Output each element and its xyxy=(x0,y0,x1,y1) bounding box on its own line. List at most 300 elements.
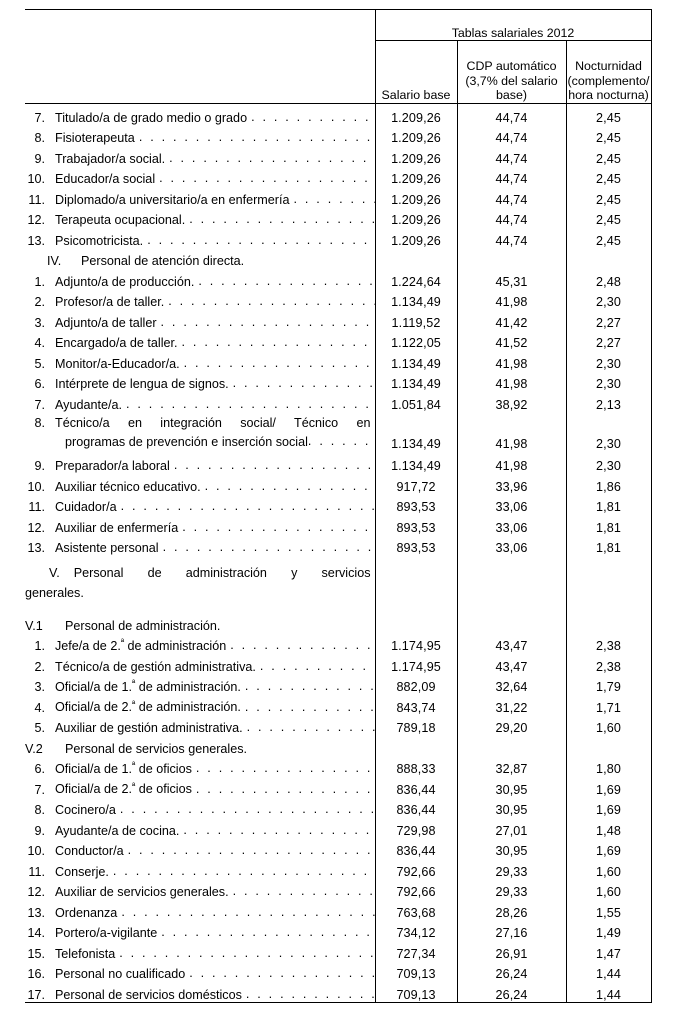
cell-nocturnidad: 2,45 xyxy=(566,207,651,228)
row-job-name: Oficial/a de 1.$^ª$ de administración. xyxy=(55,678,241,694)
section-title: Personal de administración. xyxy=(65,618,221,633)
table-row xyxy=(25,879,651,900)
table-row xyxy=(25,756,651,777)
table-row xyxy=(25,899,651,920)
cell-job-label xyxy=(25,514,375,535)
row-job-name: Intérprete de lengua de signos. xyxy=(55,377,229,391)
row-job-name: Auxiliar de gestión administrativa. xyxy=(55,721,243,735)
row-job-name: Profesor/a de taller. xyxy=(55,295,165,309)
cell-salario: 1.224,64 xyxy=(375,268,457,289)
cell-job-label xyxy=(25,166,375,187)
cell-job-label xyxy=(25,494,375,515)
cell-nocturnidad: 2,45 xyxy=(566,125,651,146)
dot-leader xyxy=(168,294,374,308)
dot-leader xyxy=(169,151,374,165)
cell-nocturnidad: 1,71 xyxy=(566,694,651,715)
table-row xyxy=(25,715,651,736)
header-col-nocturnidad-line1: Nocturnidad xyxy=(575,59,642,74)
row-job-name: Oficial/a de 1.$^ª$ de oficios xyxy=(55,760,192,776)
cell-job-label xyxy=(25,694,375,715)
row-index: 7. xyxy=(34,110,45,125)
cell-job-label xyxy=(25,817,375,838)
dot-leader xyxy=(198,274,374,288)
cell-salario: 1.209,26 xyxy=(375,166,457,187)
cell-nocturnidad: 2,45 xyxy=(566,227,651,248)
cell-cdp xyxy=(457,612,566,633)
cell-job-label xyxy=(25,858,375,879)
row-index: 2. xyxy=(34,659,45,674)
cell-salario: 836,44 xyxy=(375,776,457,797)
cell-salario: 1.122,05 xyxy=(375,330,457,351)
section-title: Personal de servicios generales. xyxy=(65,741,248,756)
cell-salario: 882,09 xyxy=(375,674,457,695)
cell-cdp: 43,47 xyxy=(457,633,566,654)
dot-leader xyxy=(121,905,374,919)
cell-cdp: 33,96 xyxy=(457,473,566,494)
cell-salario: 836,44 xyxy=(375,797,457,818)
cell-salario: 836,44 xyxy=(375,838,457,859)
cell-cdp xyxy=(457,248,566,269)
cell-cdp: 43,47 xyxy=(457,653,566,674)
row-job-name: Preparador/a laboral xyxy=(55,459,170,473)
header-row-cols xyxy=(25,41,651,104)
table-bottom-rule xyxy=(25,1002,651,1003)
row-index: 17. xyxy=(27,987,45,1002)
cell-nocturnidad: 1,44 xyxy=(566,981,651,1002)
row-job-name: Conductor/a xyxy=(55,844,124,858)
spacer-cell xyxy=(25,603,375,612)
cell-nocturnidad: 1,60 xyxy=(566,858,651,879)
dot-leader xyxy=(183,823,374,837)
cell-job-label xyxy=(25,268,375,289)
dot-leader xyxy=(147,233,374,247)
cell-nocturnidad: 1,44 xyxy=(566,961,651,982)
dot-leader xyxy=(247,720,375,734)
cell-job-label xyxy=(25,412,375,453)
cell-salario xyxy=(375,248,457,269)
cell-cdp: 45,31 xyxy=(457,268,566,289)
table-row xyxy=(25,653,651,674)
cell-salario: 1.174,95 xyxy=(375,633,457,654)
row-job-name: Portero/a-vigilante xyxy=(55,926,158,940)
cell-job-label xyxy=(25,453,375,474)
row-job-name: Conserje. xyxy=(55,864,109,879)
row-job-name: Asistente personal xyxy=(55,541,159,555)
row-job-name: Técnico/a de gestión administrativa. xyxy=(55,659,256,674)
row-job-name: Auxiliar técnico educativo. xyxy=(55,479,201,494)
row-job-name: Adjunto/a de taller xyxy=(55,315,157,330)
row-job-name: Ordenanza xyxy=(55,905,118,920)
cell-salario: 843,74 xyxy=(375,694,457,715)
header-col-nocturnidad-line3: hora nocturna) xyxy=(568,88,649,103)
cell-salario: 1.209,26 xyxy=(375,145,457,166)
header-col-cdp-line1: CDP automático xyxy=(466,59,557,74)
cell-nocturnidad xyxy=(566,603,651,612)
cell-nocturnidad: 2,30 xyxy=(566,453,651,474)
cell-job-label xyxy=(25,371,375,392)
dot-leader xyxy=(196,761,375,775)
header-col-cdp xyxy=(457,41,566,104)
cell-cdp: 41,52 xyxy=(457,330,566,351)
row-index: 13. xyxy=(27,541,45,555)
dot-leader xyxy=(113,864,375,878)
cell-salario: 1.134,49 xyxy=(375,289,457,310)
dot-leader xyxy=(189,966,374,980)
cell-salario: 1.209,26 xyxy=(375,125,457,146)
cell-cdp: 29,33 xyxy=(457,858,566,879)
section-heading-v2 xyxy=(25,735,375,756)
cell-nocturnidad: 2,38 xyxy=(566,633,651,654)
cell-cdp: 44,74 xyxy=(457,207,566,228)
row-job-name: Personal de servicios domésticos xyxy=(55,987,242,1002)
cell-cdp: 33,06 xyxy=(457,514,566,535)
cell-cdp: 44,74 xyxy=(457,125,566,146)
cell-job-label xyxy=(25,633,375,654)
dot-leader xyxy=(182,520,374,534)
cell-cdp: 29,20 xyxy=(457,715,566,736)
table-row xyxy=(25,858,651,879)
cell-nocturnidad: 2,48 xyxy=(566,268,651,289)
row-job-name: Titulado/a de grado medio o grado xyxy=(55,110,248,125)
cell-job-label xyxy=(25,879,375,900)
table-row xyxy=(25,227,651,248)
table-row xyxy=(25,494,651,515)
cell-nocturnidad xyxy=(566,555,651,603)
row-index: 11. xyxy=(28,500,45,514)
bottom-rule-cell xyxy=(375,1002,457,1003)
ordinal-mark: ª xyxy=(132,780,136,791)
row-job-name: Cuidador/a xyxy=(55,500,117,514)
cell-cdp: 30,95 xyxy=(457,776,566,797)
cell-job-label xyxy=(25,756,375,777)
row-job-name: Monitor/a-Educador/a. xyxy=(55,356,180,371)
cell-job-label xyxy=(25,797,375,818)
cell-job-label xyxy=(25,330,375,351)
table-row xyxy=(25,514,651,535)
row-index: 10. xyxy=(27,844,45,858)
section-number: IV. xyxy=(47,254,62,268)
cell-cdp: 27,16 xyxy=(457,920,566,941)
row-index: 14. xyxy=(27,926,45,940)
cell-nocturnidad: 1,86 xyxy=(566,473,651,494)
row-index: 15. xyxy=(27,946,45,961)
row-job-name: Auxiliar de servicios generales. xyxy=(55,885,229,899)
cell-salario xyxy=(375,612,457,633)
cell-cdp: 29,33 xyxy=(457,879,566,900)
row-index: 10. xyxy=(27,479,45,494)
table-row xyxy=(25,535,651,556)
cell-cdp: 44,74 xyxy=(457,227,566,248)
cell-salario xyxy=(375,603,457,612)
cell-salario: 792,66 xyxy=(375,879,457,900)
cell-job-label xyxy=(25,473,375,494)
dot-leader xyxy=(308,432,371,452)
table-row xyxy=(25,166,651,187)
cell-nocturnidad xyxy=(566,612,651,633)
cell-cdp: 44,74 xyxy=(457,166,566,187)
cell-cdp: 44,74 xyxy=(457,104,566,125)
cell-cdp xyxy=(457,555,566,603)
cell-nocturnidad: 2,30 xyxy=(566,371,651,392)
cell-cdp: 28,26 xyxy=(457,899,566,920)
cell-salario: 709,13 xyxy=(375,961,457,982)
header-col-cdp-line3: base) xyxy=(496,88,527,103)
row-index: 8. xyxy=(34,415,45,430)
row-job-name: Psicomotricista. xyxy=(55,233,144,248)
cell-nocturnidad: 1,48 xyxy=(566,817,651,838)
cell-nocturnidad: 1,60 xyxy=(566,879,651,900)
section-number: V.2 xyxy=(25,741,43,756)
cell-job-label xyxy=(25,674,375,695)
cell-cdp: 26,91 xyxy=(457,940,566,961)
header-col-salario: Salario base xyxy=(375,41,457,104)
cell-salario: 1.134,49 xyxy=(375,453,457,474)
row-index: 16. xyxy=(27,967,45,981)
cell-nocturnidad: 2,38 xyxy=(566,653,651,674)
section-title: Personal de atención directa. xyxy=(81,254,245,268)
table-row xyxy=(25,330,651,351)
cell-nocturnidad: 2,45 xyxy=(566,104,651,125)
cell-salario: 888,33 xyxy=(375,756,457,777)
cell-nocturnidad: 1,79 xyxy=(566,674,651,695)
cell-job-label xyxy=(25,838,375,859)
row-job-name: Ayudante/a de cocina. xyxy=(55,823,180,838)
row-index: 6. xyxy=(34,762,45,776)
row-job-name: Telefonista xyxy=(55,946,116,961)
ordinal-mark: ª xyxy=(132,760,136,771)
ordinal-mark: ª xyxy=(132,678,136,689)
cell-job-label xyxy=(25,207,375,228)
row-index: 3. xyxy=(34,315,45,330)
row-job-name: Jefe/a de 2.$^ª$ de administración xyxy=(55,637,227,653)
header-col-nocturnidad xyxy=(566,41,651,104)
row-job-name-line1: Técnico/a en integración social/ Técnico en xyxy=(55,415,371,430)
salary-table xyxy=(25,9,652,1003)
table-row xyxy=(25,453,651,474)
dot-leader xyxy=(139,130,375,144)
dot-leader xyxy=(196,782,375,796)
section-title-line2: generales. xyxy=(25,585,84,600)
cell-nocturnidad: 2,30 xyxy=(566,289,651,310)
row-index: 3. xyxy=(34,680,45,694)
cell-salario: 1.209,26 xyxy=(375,104,457,125)
table-row xyxy=(25,940,651,961)
cell-nocturnidad: 1,55 xyxy=(566,899,651,920)
cell-cdp: 30,95 xyxy=(457,797,566,818)
cell-nocturnidad: 1,81 xyxy=(566,514,651,535)
table-row xyxy=(25,694,651,715)
cell-job-label xyxy=(25,186,375,207)
spacer-row xyxy=(25,603,651,612)
row-index: 8. xyxy=(34,131,45,145)
cell-cdp: 31,22 xyxy=(457,694,566,715)
cell-salario: 1.209,26 xyxy=(375,186,457,207)
cell-salario: 1.134,49 xyxy=(375,412,457,453)
row-job-name: Oficial/a de 2.$^ª$ de administración. xyxy=(55,698,241,715)
row-job-name: Ayudante/a. xyxy=(55,397,122,412)
row-index: 2. xyxy=(34,295,45,309)
row-index: 5. xyxy=(34,356,45,371)
row-index: 4. xyxy=(34,336,45,350)
cell-job-label xyxy=(25,227,375,248)
dot-leader xyxy=(128,843,375,857)
section-heading-iv xyxy=(25,248,375,269)
cell-salario: 893,53 xyxy=(375,514,457,535)
cell-salario xyxy=(375,735,457,756)
row-job-name: Oficial/a de 2.$^ª$ de oficios xyxy=(55,780,192,797)
cell-cdp: 41,98 xyxy=(457,289,566,310)
cell-cdp: 32,64 xyxy=(457,674,566,695)
cell-salario: 727,34 xyxy=(375,940,457,961)
row-job-name: Terapeuta ocupacional. xyxy=(55,213,186,227)
cell-nocturnidad: 1,49 xyxy=(566,920,651,941)
table-row xyxy=(25,207,651,228)
cell-nocturnidad: 2,30 xyxy=(566,350,651,371)
row-index: 8. xyxy=(34,803,45,817)
dot-leader xyxy=(245,700,375,714)
table-row xyxy=(25,473,651,494)
cell-salario: 1.209,26 xyxy=(375,227,457,248)
table-row xyxy=(25,350,651,371)
cell-salario: 917,72 xyxy=(375,473,457,494)
dot-leader xyxy=(126,397,375,411)
cell-job-label xyxy=(25,350,375,371)
row-index: 1. xyxy=(34,639,45,653)
section-heading-row xyxy=(25,612,651,633)
cell-salario: 1.174,95 xyxy=(375,653,457,674)
section-heading-row-v xyxy=(25,555,651,603)
cell-salario: 1.051,84 xyxy=(375,391,457,412)
cell-cdp xyxy=(457,603,566,612)
cell-cdp xyxy=(457,735,566,756)
cell-job-label xyxy=(25,145,375,166)
header-col-cdp-line2: (3,7% del salario xyxy=(465,73,558,88)
cell-job-label xyxy=(25,391,375,412)
table-body xyxy=(25,104,651,1003)
table-header xyxy=(25,10,651,104)
cell-job-label xyxy=(25,104,375,125)
row-index: 13. xyxy=(27,233,45,248)
section-heading-v xyxy=(25,555,375,603)
table-row xyxy=(25,186,651,207)
dot-leader xyxy=(233,376,375,390)
cell-nocturnidad: 1,69 xyxy=(566,797,651,818)
table-row xyxy=(25,817,651,838)
row-index: 6. xyxy=(34,377,45,391)
cell-salario: 763,68 xyxy=(375,899,457,920)
table-row xyxy=(25,961,651,982)
row-job-name: Educador/a social xyxy=(55,172,156,186)
row-index: 7. xyxy=(34,397,45,412)
row-job-name-line2: programas de prevención e inserción social xyxy=(65,435,308,449)
cell-nocturnidad: 1,80 xyxy=(566,756,651,777)
dot-leader xyxy=(163,540,375,554)
header-group-title: Tablas salariales 2012 xyxy=(375,10,651,41)
cell-nocturnidad: 2,27 xyxy=(566,309,651,330)
cell-job-label xyxy=(25,776,375,797)
bottom-rule-cell xyxy=(457,1002,566,1003)
cell-cdp: 33,06 xyxy=(457,494,566,515)
row-index: 9. xyxy=(34,459,45,473)
row-job-name: Personal no cualificado xyxy=(55,967,186,981)
section-number: V. xyxy=(49,566,60,580)
cell-job-label xyxy=(25,125,375,146)
table-row xyxy=(25,838,651,859)
cell-salario: 893,53 xyxy=(375,494,457,515)
cell-cdp: 41,98 xyxy=(457,350,566,371)
cell-salario: 729,98 xyxy=(375,817,457,838)
table-row xyxy=(25,268,651,289)
cell-cdp: 32,87 xyxy=(457,756,566,777)
cell-nocturnidad xyxy=(566,248,651,269)
dot-leader xyxy=(184,356,375,370)
table-row xyxy=(25,289,651,310)
dot-leader xyxy=(159,171,374,185)
dot-leader xyxy=(245,679,375,693)
cell-cdp: 44,74 xyxy=(457,145,566,166)
cell-nocturnidad: 1,81 xyxy=(566,535,651,556)
cell-salario: 1.209,26 xyxy=(375,207,457,228)
cell-salario: 734,12 xyxy=(375,920,457,941)
cell-salario: 789,18 xyxy=(375,715,457,736)
cell-job-label xyxy=(25,715,375,736)
cell-nocturnidad: 1,69 xyxy=(566,776,651,797)
bottom-rule-cell xyxy=(25,1002,375,1003)
row-index: 9. xyxy=(34,823,45,838)
cell-job-label xyxy=(25,981,375,1002)
header-label-blank-sub xyxy=(25,41,375,104)
row-job-name: Fisioterapeuta xyxy=(55,131,135,145)
cell-cdp: 44,74 xyxy=(457,186,566,207)
table-row-multiline xyxy=(25,412,651,453)
dot-leader xyxy=(120,802,375,816)
cell-salario: 1.134,49 xyxy=(375,371,457,392)
cell-job-label xyxy=(25,309,375,330)
cell-cdp: 30,95 xyxy=(457,838,566,859)
table-row xyxy=(25,797,651,818)
cell-salario xyxy=(375,555,457,603)
row-index: 1. xyxy=(34,274,45,289)
section-heading-row xyxy=(25,248,651,269)
ordinal-mark: ª xyxy=(120,637,125,648)
dot-leader xyxy=(174,458,375,472)
table-row xyxy=(25,674,651,695)
cell-nocturnidad: 2,45 xyxy=(566,186,651,207)
row-index: 9. xyxy=(34,151,45,166)
dot-leader xyxy=(161,315,375,329)
row-index: 13. xyxy=(27,905,45,920)
row-job-name: Cocinero/a xyxy=(55,803,116,817)
table-row xyxy=(25,633,651,654)
cell-cdp: 26,24 xyxy=(457,961,566,982)
row-job-name: Diplomado/a universitario/a en enfermería xyxy=(55,192,290,207)
table-row xyxy=(25,920,651,941)
row-job-name: Auxiliar de enfermería xyxy=(55,520,179,535)
cell-cdp: 41,42 xyxy=(457,309,566,330)
cell-job-label xyxy=(25,961,375,982)
row-job-name: Trabajador/a social. xyxy=(55,151,166,166)
table-row xyxy=(25,104,651,125)
cell-job-label xyxy=(25,899,375,920)
cell-cdp: 38,92 xyxy=(457,391,566,412)
table-row xyxy=(25,391,651,412)
cell-nocturnidad: 2,13 xyxy=(566,391,651,412)
cell-salario: 792,66 xyxy=(375,858,457,879)
row-index: 10. xyxy=(27,172,45,186)
cell-nocturnidad: 1,81 xyxy=(566,494,651,515)
ordinal-mark: ª xyxy=(132,698,136,709)
cell-job-label xyxy=(25,289,375,310)
